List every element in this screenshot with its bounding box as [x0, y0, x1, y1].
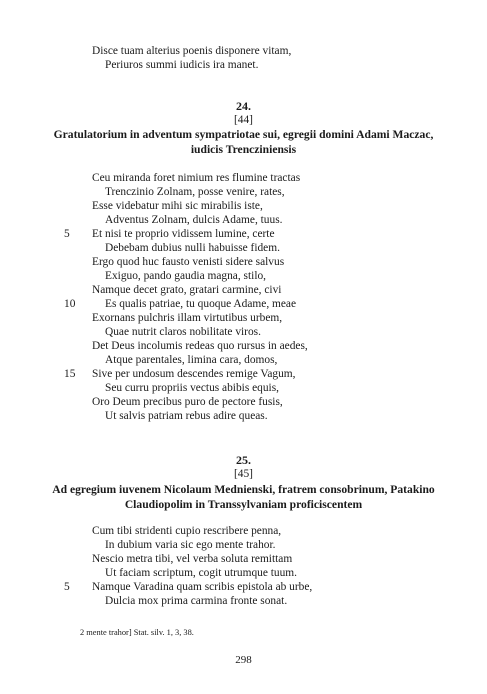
verse-line: Debebam dubius nulli habuisse fidem. [105, 242, 280, 254]
line-number: 10 [64, 298, 76, 310]
footnote: 2 mente trahor] Stat. silv. 1, 3, 38. [80, 628, 194, 637]
poem-title-line: iudicis Trencziniensis [190, 143, 297, 156]
verse-line: Ut salvis patriam rebus adire queas. [105, 410, 268, 422]
verse-line: Ergo quod huc fausto venisti sidere salvus [92, 256, 285, 268]
verse-line: Namque Varadina quam scribis epistola ab urbe, [92, 581, 313, 593]
poem-title-line: Gratulatorium in adventum sympatriotae sui, egregii domini Adami Maczac, [53, 128, 434, 141]
verse-line: Cum tibi stridenti cupio rescribere penna, [92, 525, 282, 537]
verse-line: Ceu miranda foret nimium res flumine tractas [92, 172, 301, 184]
poem-number: 24. [236, 99, 251, 113]
poem-reference: [45] [234, 468, 253, 480]
verse-line: Es qualis patriae, tu quoque Adame, meae [105, 298, 297, 310]
verse-line: Nescio metra tibi, vel verba soluta remittam [92, 553, 293, 565]
verse-line: Exornans pulchris illam virtutibus urbem, [92, 312, 283, 324]
verse-line: Sive per undosum descendes remige Vagum, [92, 368, 296, 380]
poem-title-line: Claudiopolim in Transsylvaniam proficiscentem [124, 498, 363, 511]
verse-line: In dubium varia sic ego mente trahor. [105, 539, 276, 551]
line-number: 5 [64, 581, 70, 593]
verse-line: Et nisi te proprio vidissem lumine, certe [92, 228, 275, 240]
verse-line: Periuros summi iudicis ira manet. [105, 59, 259, 71]
line-number: 5 [64, 228, 70, 240]
verse-line: Disce tuam alterius poenis disponere vitam, [92, 45, 292, 57]
verse-line: Dulcia mox prima carmina fronte sonat. [105, 595, 288, 607]
poem-reference: [44] [234, 114, 253, 126]
line-number: 15 [64, 368, 76, 380]
verse-line: Namque decet grato, gratari carmine, civi [92, 284, 282, 296]
verse-line: Oro Deum precibus puro de pectore fusis, [92, 396, 283, 408]
verse-line: Exiguo, pando gaudia magna, stilo, [105, 270, 267, 282]
poem-number: 25. [236, 453, 251, 467]
verse-line: Atque parentales, limina cara, domos, [105, 354, 278, 366]
page-number: 298 [235, 654, 252, 666]
verse-line: Ut faciam scriptum, cogit utrumque tuum. [105, 567, 298, 579]
verse-line: Seu curru propriis vectus abibis equis, [105, 382, 279, 394]
verse-line: Esse videbatur mihi sic mirabilis iste, [92, 200, 263, 212]
verse-line: Trenczinio Zolnam, posse venire, rates, [105, 186, 285, 198]
poem-title-line: Ad egregium iuvenem Nicolaum Mednienski, fratrem consobrinum, Patakino [52, 483, 435, 496]
verse-line: Adventus Zolnam, dulcis Adame, tuus. [105, 214, 283, 226]
verse-line: Quae nutrit claros nobilitate viros. [105, 326, 261, 338]
verse-line: Det Deus incolumis redeas quo rursus in aedes, [92, 340, 308, 352]
